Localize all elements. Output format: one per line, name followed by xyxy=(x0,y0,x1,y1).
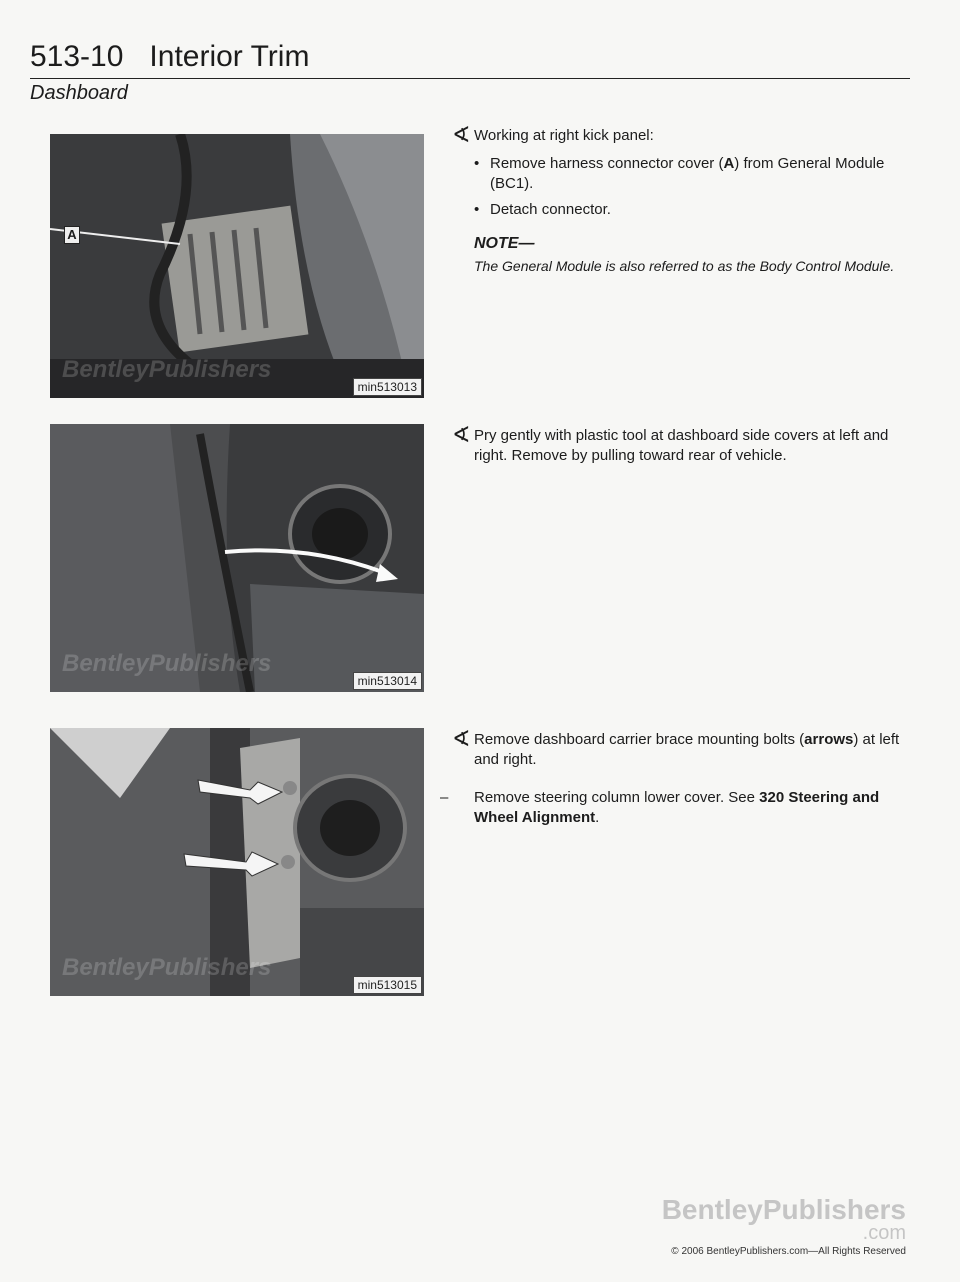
dash-step xyxy=(440,788,914,828)
publisher-logo-suffix: .com xyxy=(862,1222,906,1244)
step-instruction xyxy=(452,726,914,770)
bullet-item xyxy=(454,200,914,220)
step-bold: arrows xyxy=(804,731,854,748)
dash-marker: – xyxy=(440,789,449,806)
left-pointer-icon: ∢ xyxy=(452,422,471,447)
step-text: ) at left and right. xyxy=(474,731,900,768)
dash-text: . xyxy=(595,809,600,826)
photo-kick-panel xyxy=(50,134,424,398)
figure-id: min513015 xyxy=(353,976,422,994)
photo-watermark: BentleyPublishers xyxy=(62,650,272,677)
step-intro-text: Working at right kick panel: xyxy=(474,127,654,144)
photo-watermark: BentleyPublishers xyxy=(62,954,272,981)
section-number: 513-10 xyxy=(30,40,124,73)
bullet-text: Detach connector. xyxy=(490,201,611,218)
bullet-item xyxy=(454,154,914,194)
section-title: Interior Trim xyxy=(149,40,310,73)
page-header xyxy=(30,40,910,104)
copyright-notice: © 2006 BentleyPublishers.com—All Rights Reserved xyxy=(671,1246,906,1257)
page-footer xyxy=(662,1196,906,1257)
bullet-text: Remove harness connector cover ( xyxy=(490,155,724,172)
step-kick-panel xyxy=(452,122,914,276)
header-rule xyxy=(30,78,910,79)
left-pointer-icon: ∢ xyxy=(452,726,471,751)
page-subtitle: Dashboard xyxy=(30,82,128,104)
note-heading: NOTE— xyxy=(474,235,535,252)
cross-reference: 320 Steering and Wheel Alignment xyxy=(474,789,880,826)
figure-id: min513014 xyxy=(353,672,422,690)
step-text: Remove dashboard carrier brace mounting bolts ( xyxy=(474,731,805,748)
step-intro xyxy=(452,122,914,147)
dash-text: Remove steering column lower cover. See xyxy=(474,789,760,806)
note-body: The General Module is also referred to as the Body Control Module. xyxy=(474,258,895,274)
step-side-covers xyxy=(452,422,914,474)
bullet-text: ) from General Module (BC1). xyxy=(490,155,885,192)
figure-id: min513013 xyxy=(353,378,422,396)
bullet-dot-icon: • xyxy=(474,201,480,218)
photo-carrier-brace xyxy=(50,728,424,996)
header-title-row xyxy=(30,40,910,74)
step-carrier-brace xyxy=(440,726,914,834)
step-text: Pry gently with plastic tool at dashboard side covers at left and right. Remove by pulling toward rear of vehicle. xyxy=(474,427,889,464)
left-pointer-icon: ∢ xyxy=(452,122,471,147)
bullet-bold: A xyxy=(723,155,735,172)
bullet-dot-icon: • xyxy=(474,155,480,172)
callout-label-a: A xyxy=(64,226,80,244)
photo-watermark: BentleyPublishers xyxy=(62,356,272,383)
step-instruction xyxy=(452,422,914,466)
publisher-logo: BentleyPublishers xyxy=(661,1194,906,1225)
photo-dashboard-side-cover xyxy=(50,424,424,692)
